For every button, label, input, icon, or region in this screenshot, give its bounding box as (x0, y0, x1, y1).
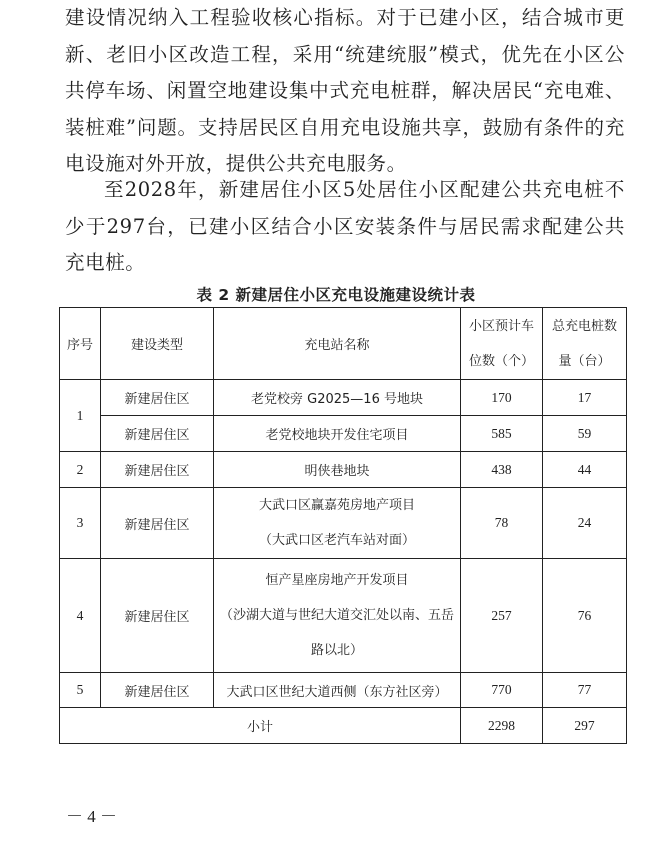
row-chargers: 24 (543, 488, 627, 559)
stats-table (59, 307, 627, 744)
subtotal-parking: 2298 (461, 708, 543, 744)
row-type: 新建居住区 (101, 673, 214, 708)
row-station-name: 老党校旁 G2025—16 号地块 (214, 380, 461, 416)
row-parking: 257 (461, 559, 543, 673)
row-station-name (214, 488, 461, 559)
row-station-name: 大武口区世纪大道西侧（东方社区旁） (214, 673, 461, 708)
row-type: 新建居住区 (101, 559, 214, 673)
row-station-name: 老党校地块开发住宅项目 (214, 416, 461, 452)
row-seq: 3 (60, 488, 101, 559)
row-chargers: 59 (543, 416, 627, 452)
row-parking: 170 (461, 380, 543, 416)
row-chargers: 17 (543, 380, 627, 416)
header-chargers (543, 308, 627, 380)
row-parking: 585 (461, 416, 543, 452)
station-name-line: 恒产星座房地产开发项目 (265, 573, 409, 588)
subtotal-label: 小计 (60, 708, 461, 744)
row-parking: 438 (461, 452, 543, 488)
table-row (60, 673, 627, 708)
table-row (60, 380, 627, 416)
table-caption: 表 2 新建居住小区充电设施建设统计表 (196, 286, 476, 304)
row-type: 新建居住区 (101, 488, 214, 559)
row-chargers: 44 (543, 452, 627, 488)
header-chargers-line1: 总充电桩数 (551, 318, 617, 334)
header-type: 建设类型 (101, 308, 214, 380)
station-name-line: 大武口区赢嘉苑房地产项目 (258, 498, 415, 513)
row-station-name: 明侠巷地块 (214, 452, 461, 488)
row-station-name (214, 559, 461, 673)
row-chargers: 76 (543, 559, 627, 673)
body-paragraph-2: 至2028年，新建居住小区5处居住小区配建公共充电桩不少于297台，已建小区结合小区安装条件与居民需求配建公共充电桩。 (65, 178, 625, 274)
station-name-line: （大武口区老汽车站对面） (258, 533, 415, 548)
header-parking-line2: 位数（个） (468, 353, 534, 369)
header-parking (461, 308, 543, 380)
header-chargers-line2: 量（台） (558, 353, 611, 369)
header-station: 充电站名称 (214, 308, 461, 380)
header-seq: 序号 (60, 308, 101, 380)
row-type: 新建居住区 (101, 380, 214, 416)
table-row (60, 559, 627, 673)
page-number: － 4 － (66, 807, 117, 826)
row-parking: 770 (461, 673, 543, 708)
row-type: 新建居住区 (101, 452, 214, 488)
subtotal-row (60, 708, 627, 744)
table-row (60, 488, 627, 559)
subtotal-chargers: 297 (543, 708, 627, 744)
table-header-row (60, 308, 627, 380)
body-paragraph-1: 建设情况纳入工程验收核心指标。对于已建小区，结合城市更新、老旧小区改造工程，采用“统建统服”模式，优先在小区公共停车场、闲置空地建设集中式充电桩群，解决居民“充电难、装桩难”问题。支持居民区自用充电设施共享，鼓励有条件的充电设施对外开放，提供公共充电服务。 (65, 6, 625, 175)
station-name-line: 路以北） (310, 643, 363, 658)
row-seq: 5 (60, 673, 101, 708)
row-parking: 78 (461, 488, 543, 559)
row-chargers: 77 (543, 673, 627, 708)
table-row (60, 452, 627, 488)
header-parking-line1: 小区预计车 (468, 318, 534, 334)
row-seq: 4 (60, 559, 101, 673)
station-name-line: （沙湖大道与世纪大道交汇处以南、五岳 (219, 608, 454, 623)
row-seq: 1 (60, 380, 101, 452)
row-type: 新建居住区 (101, 416, 214, 452)
table-row (60, 416, 627, 452)
row-seq: 2 (60, 452, 101, 488)
